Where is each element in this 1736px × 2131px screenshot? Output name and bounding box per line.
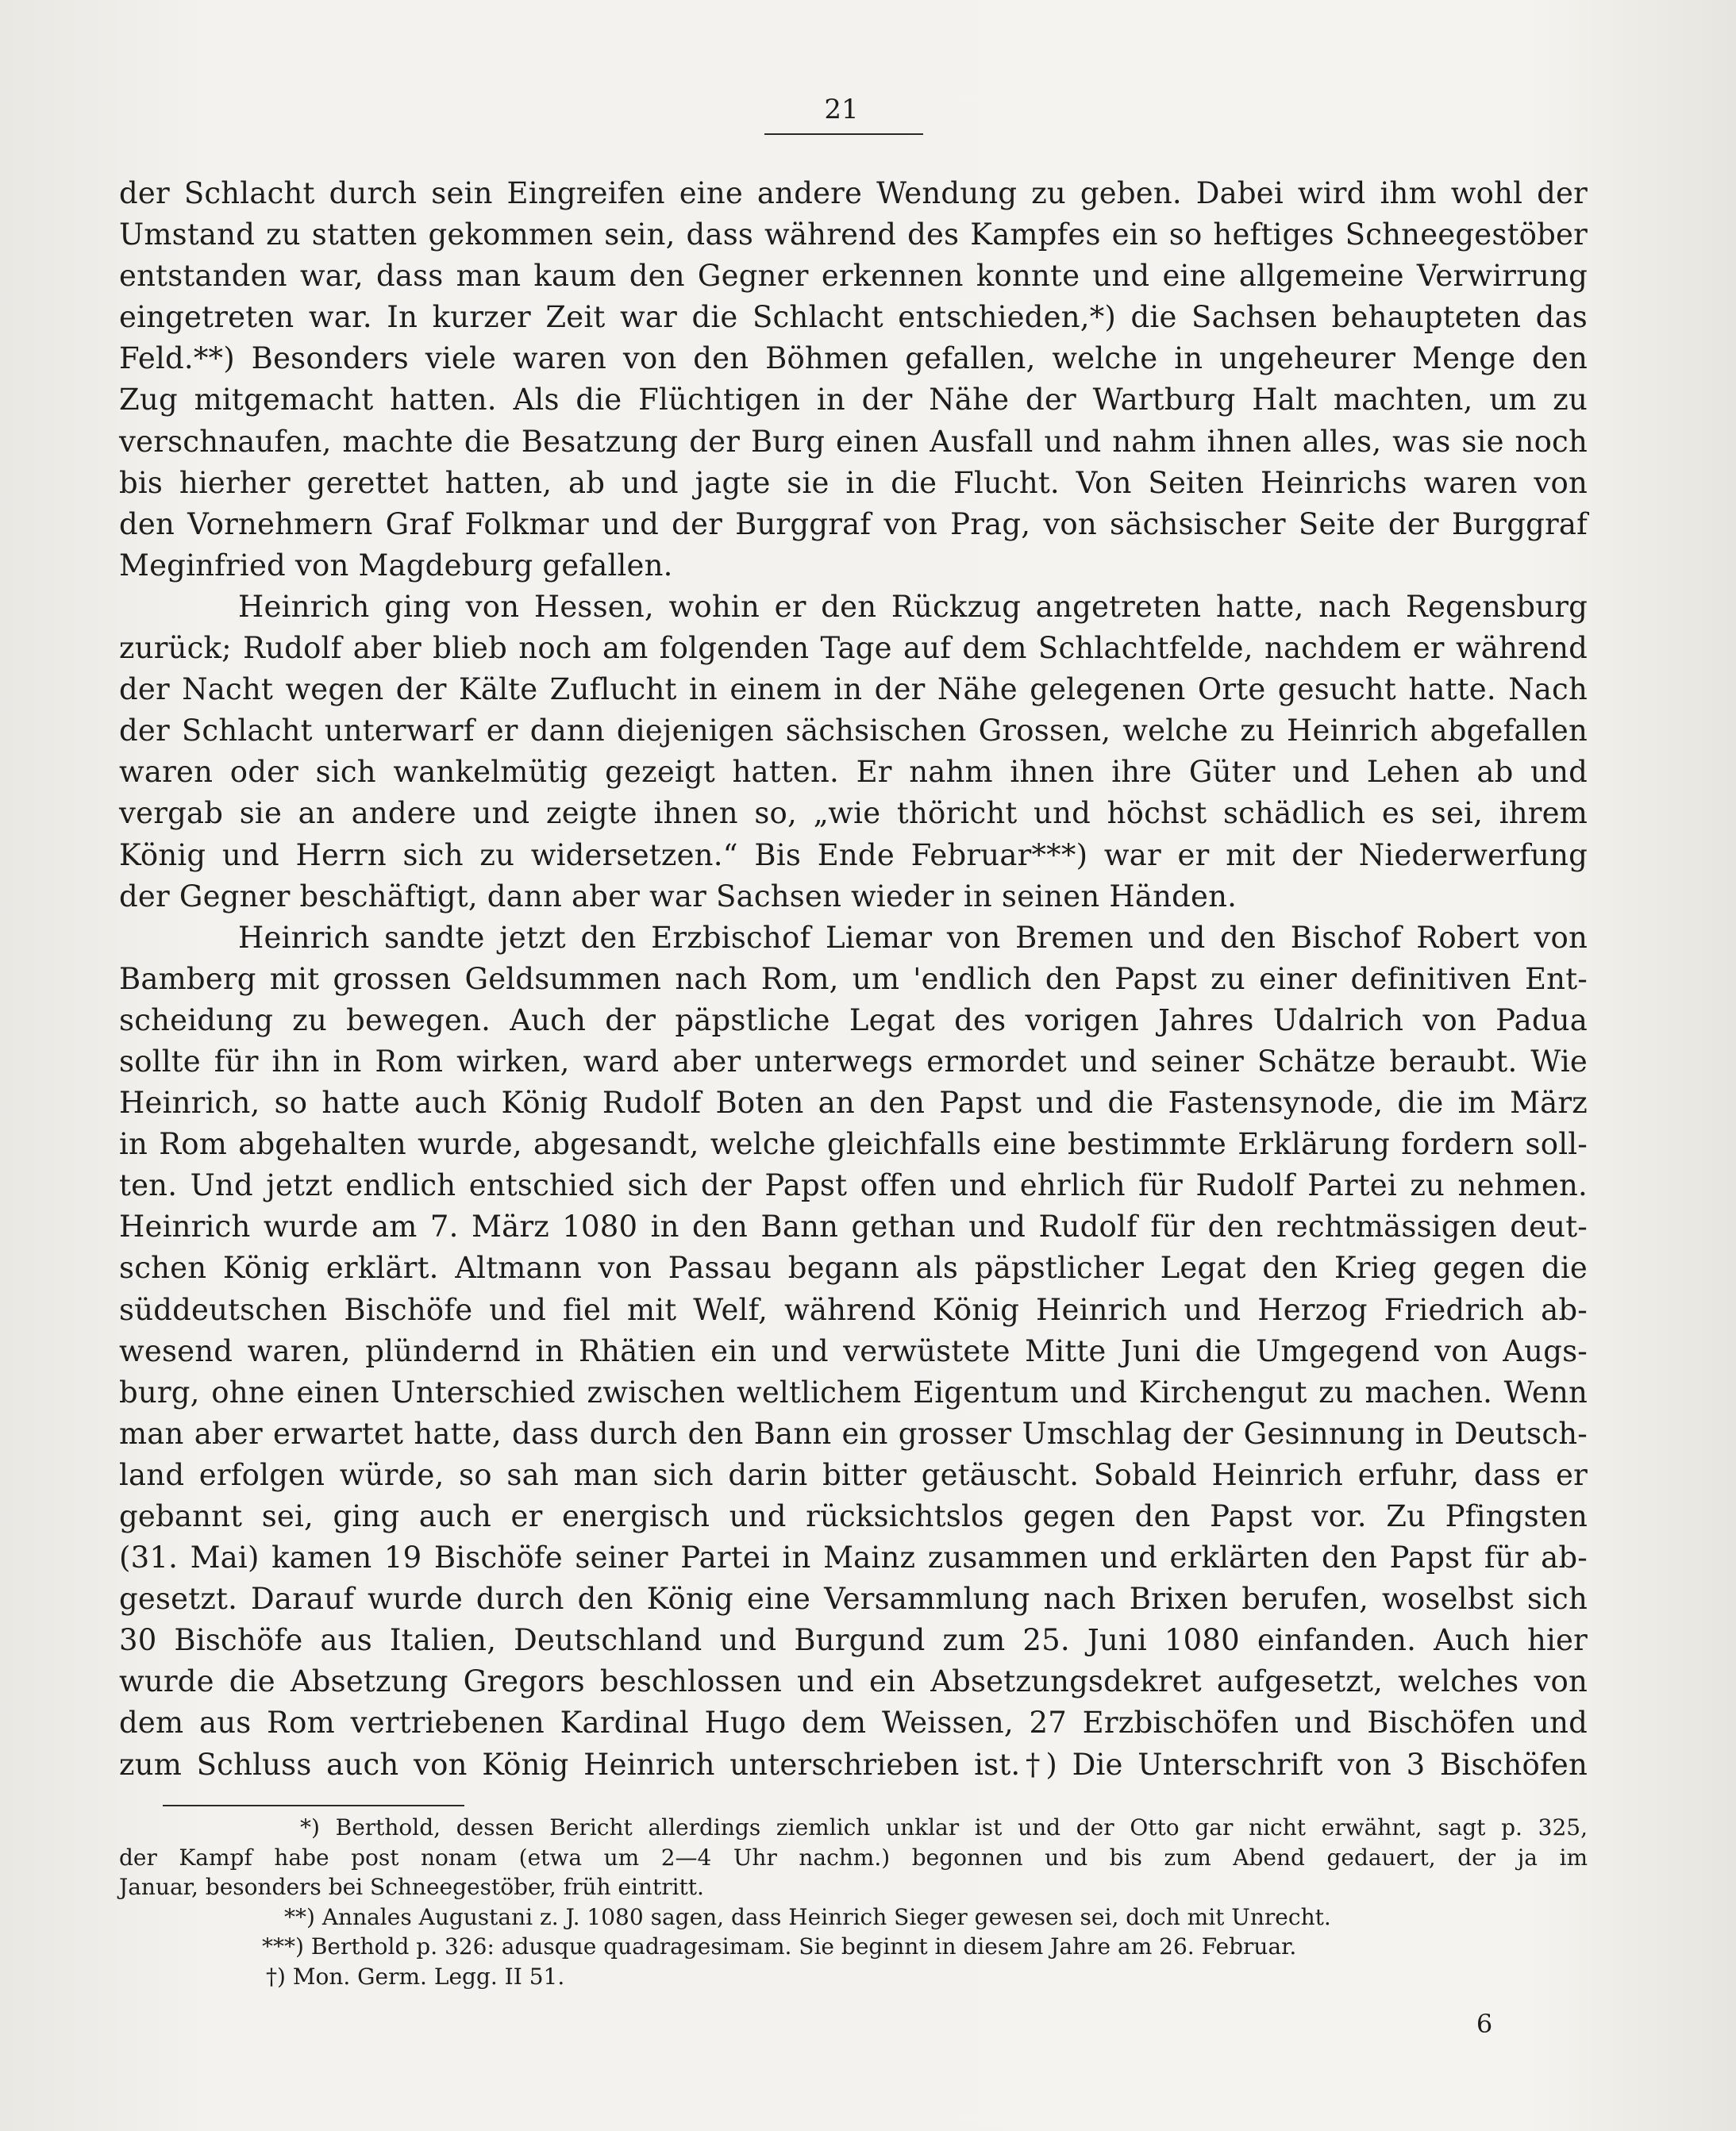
footnote-rule bbox=[163, 1805, 464, 1806]
body-line: (31. Mai) kamen 19 Bischöfe seiner Partei in Mainz zusammen und erklärten den Papst für ab- bbox=[119, 1541, 1588, 1575]
body-line: entstanden war, dass man kaum den Gegner erkennen konnte und eine allgemeine Verwirrung bbox=[119, 259, 1588, 294]
body-line: gebannt sei, ging auch er energisch und rücksichtslos gegen den Papst vor. Zu Pfingsten bbox=[119, 1499, 1588, 1533]
body-line: wesend waren, plündernd in Rhätien ein und verwüstete Mitte Juni die Umgegend von Augs- bbox=[119, 1333, 1588, 1368]
body-line: süddeutschen Bischöfe und fiel mit Welf, während König Heinrich und Herzog Friedrich ab- bbox=[119, 1292, 1588, 1327]
body-line: verschnaufen, machte die Besatzung der Burg einen Ausfall und nahm ihnen alles, was sie noch bbox=[119, 424, 1588, 459]
body-line: eingetreten war. In kurzer Zeit war die Schlacht entschieden,*) die Sachsen behaupteten das bbox=[119, 300, 1588, 335]
footnote-line: der Kampf habe post nonam (etwa um 2—4 Uhr nachm.) begonnen und bis zum Abend gedauert, der ja im bbox=[119, 1844, 1588, 1871]
footnote-line: *) Berthold, dessen Bericht allerdings ziemlich unklar ist und der Otto gar nicht erwähnt, sagt p. 325, bbox=[300, 1814, 1588, 1841]
paragraph-start-line: Heinrich sandte jetzt den Erzbischof Liemar von Bremen und den Bischof Robert von bbox=[238, 920, 1588, 955]
body-line: der Nacht wegen der Kälte Zuflucht in einem in der Nähe gelegenen Orte gesucht hatte. Nach bbox=[119, 672, 1588, 707]
body-text bbox=[119, 173, 1588, 1786]
footnote-line: **) Annales Augustani z. J. 1080 sagen, dass Heinrich Sieger gewesen sei, doch mit Unrecht. bbox=[284, 1903, 1331, 1930]
footnote-line: †) Mon. Germ. Legg. II 51. bbox=[266, 1963, 565, 1990]
body-line: Heinrich, so hatte auch König Rudolf Boten an den Papst und die Fastensynode, die im März bbox=[119, 1086, 1588, 1121]
body-line: zurück; Rudolf aber blieb noch am folgenden Tage auf dem Schlachtfelde, nachdem er während bbox=[119, 631, 1588, 666]
footnote-line: Januar, besonders bei Schneegestöber, früh eintritt. bbox=[119, 1874, 704, 1900]
body-line: in Rom abgehalten wurde, abgesandt, welche gleichfalls eine bestimmte Erklärung fordern soll- bbox=[119, 1127, 1588, 1162]
body-line: zum Schluss auch von König Heinrich unterschrieben ist.†) Die Unterschrift von 3 Bischöfen bbox=[119, 1747, 1588, 1782]
body-line: der Schlacht unterwarf er dann diejenigen sächsischen Grossen, welche zu Heinrich abgefallen bbox=[119, 714, 1588, 748]
body-line: Heinrich wurde am 7. März 1080 in den Bann gethan und Rudolf für den rechtmässigen deut- bbox=[119, 1210, 1588, 1244]
body-line: wurde die Absetzung Gregors beschlossen und ein Absetzungsdekret aufgesetzt, welches von bbox=[119, 1664, 1588, 1699]
body-line: Bamberg mit grossen Geldsummen nach Rom, um 'endlich den Papst zu einer definitiven Ent- bbox=[119, 961, 1588, 996]
footnote-line: ***) Berthold p. 326: adusque quadragesimam. Sie beginnt in diesem Jahre am 26. Februar. bbox=[262, 1933, 1297, 1960]
body-line: dem aus Rom vertriebenen Kardinal Hugo dem Weissen, 27 Erzbischöfen und Bischöfen und bbox=[119, 1706, 1588, 1741]
body-line: burg, ohne einen Unterschied zwischen weltlichem Eigentum und Kirchengut zu machen. Wenn bbox=[119, 1375, 1588, 1410]
footnotes bbox=[119, 1813, 1588, 1991]
body-line: den Vornehmern Graf Folkmar und der Burggraf von Prag, von sächsischer Seite der Burggraf bbox=[119, 506, 1588, 541]
body-line: scheidung zu bewegen. Auch der päpstliche Legat des vorigen Jahres Udalrich von Padua bbox=[119, 1002, 1588, 1037]
page-number-rule bbox=[764, 133, 923, 135]
signature-mark: 6 bbox=[1476, 2009, 1493, 2039]
body-line: schen König erklärt. Altmann von Passau begann als päpstlicher Legat den Krieg gegen die bbox=[119, 1251, 1588, 1286]
body-line: land erfolgen würde, so sah man sich darin bitter getäuscht. Sobald Heinrich erfuhr, dass er bbox=[119, 1457, 1588, 1492]
body-line: gesetzt. Darauf wurde durch den König eine Versammlung nach Brixen berufen, woselbst sich bbox=[119, 1582, 1588, 1617]
body-line: 30 Bischöfe aus Italien, Deutschland und Burgund zum 25. Juni 1080 einfanden. Auch hier bbox=[119, 1623, 1588, 1658]
body-line: man aber erwartet hatte, dass durch den Bann ein grosser Umschlag der Gesinnung in Deutsch- bbox=[119, 1416, 1588, 1451]
body-line: Umstand zu statten gekommen sein, dass während des Kampfes ein so heftiges Schneegestöber bbox=[119, 217, 1588, 252]
body-line: vergab sie an andere und zeigte ihnen so, „wie thöricht und höchst schädlich es sei, ihrem bbox=[119, 796, 1588, 831]
body-line: bis hierher gerettet hatten, ab und jagte sie in die Flucht. Von Seiten Heinrichs waren von bbox=[119, 465, 1588, 500]
paragraph-start-line: Heinrich ging von Hessen, wohin er den Rückzug angetreten hatte, nach Regensburg bbox=[238, 589, 1588, 624]
body-line: ten. Und jetzt endlich entschied sich der Papst offen und ehrlich für Rudolf Partei zu nehmen. bbox=[119, 1168, 1588, 1203]
body-line: sollte für ihn in Rom wirken, ward aber unterwegs ermordet und seiner Schätze beraubt. Wie bbox=[119, 1044, 1588, 1079]
page-number: 21 bbox=[824, 94, 859, 125]
body-line: Meginfried von Magdeburg gefallen. bbox=[119, 548, 673, 583]
body-line: waren oder sich wankelmütig gezeigt hatten. Er nahm ihnen ihre Güter und Lehen ab und bbox=[119, 755, 1588, 790]
body-line: der Schlacht durch sein Eingreifen eine andere Wendung zu geben. Dabei wird ihm wohl der bbox=[119, 176, 1588, 210]
body-line: der Gegner beschäftigt, dann aber war Sachsen wieder in seinen Händen. bbox=[119, 879, 1238, 914]
body-line: Zug mitgemacht hatten. Als die Flüchtigen in der Nähe der Wartburg Halt machten, um zu bbox=[119, 383, 1588, 417]
body-line: König und Herrn sich zu widersetzen.“ Bis Ende Februar***) war er mit der Niederwerfung bbox=[119, 837, 1588, 872]
body-line: Feld.**) Besonders viele waren von den Böhmen gefallen, welche in ungeheurer Menge den bbox=[119, 341, 1588, 376]
